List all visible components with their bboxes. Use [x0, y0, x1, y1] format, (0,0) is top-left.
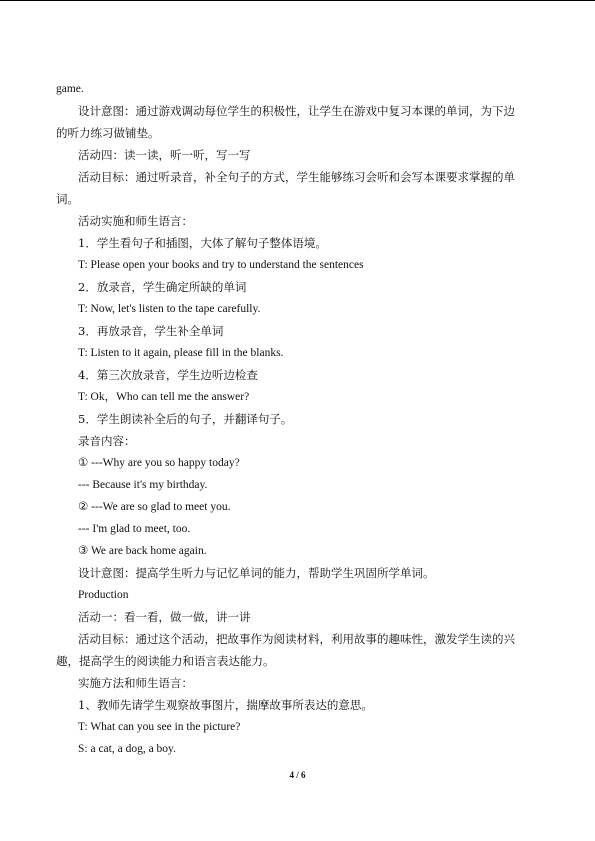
dialogue-line: --- I'm glad to meet, too. [78, 523, 191, 535]
section-heading: Production [78, 589, 129, 601]
list-item: 3．再放录音，学生补全单词 [78, 324, 224, 338]
text-line: 活动目标：通过听录音，补全句子的方式，学生能够练习会听和会写本课要求掌握的单 [78, 170, 515, 184]
text-line: 设计意图：提高学生听力与记忆单词的能力，帮助学生巩固所学单词。 [78, 566, 435, 580]
dialogue-line: ① ---Why are you so happy today? [78, 457, 240, 469]
list-item: 1．学生看句子和插图，大体了解句子整体语境。 [78, 236, 327, 250]
section-heading: 录音内容： [78, 434, 136, 448]
text-line: game. [56, 83, 84, 95]
list-item: 1、教师先请学生观察故事图片，揣摩故事所表达的意思。 [78, 698, 373, 712]
header-rule [0, 0, 595, 1]
page-number: 4 / 6 [289, 770, 306, 780]
list-item: 2．放录音，学生确定所缺的单词 [78, 280, 247, 294]
text-line: 词。 [56, 192, 79, 206]
list-item: 5．学生朗读补全后的句子，并翻译句子。 [78, 412, 293, 426]
section-heading: 活动一：看一看，做一做，讲一讲 [78, 610, 251, 624]
dialogue-line: S: a cat, a dog, a boy. [78, 743, 176, 755]
text-line: 设计意图：通过游戏调动每位学生的积极性，让学生在游戏中复习本课的单词，为下边 [78, 104, 515, 118]
text-line: 趣，提高学生的阅读能力和语言表达能力。 [56, 654, 275, 668]
dialogue-line: T: Now, let's listen to the tape carefully. [78, 303, 261, 315]
text-line: 的听力练习做铺垫。 [56, 126, 160, 140]
dialogue-line: ③ We are back home again. [78, 545, 207, 557]
section-heading: 实施方法和师生语言： [78, 676, 193, 690]
section-heading: 活动四：读一读，听一听，写一写 [78, 148, 251, 162]
section-heading: 活动实施和师生语言： [78, 214, 193, 228]
document-body [56, 78, 546, 760]
dialogue-line: ② ---We are so glad to meet you. [78, 501, 231, 513]
dialogue-line: T: Please open your books and try to understand the sentences [78, 259, 364, 271]
text-line: 活动目标：通过这个活动，把故事作为阅读材料，利用故事的趣味性，激发学生读的兴 [78, 632, 515, 646]
dialogue-line: T: Listen to it again, please fill in the blanks. [78, 347, 284, 359]
dialogue-line: T: Ok，Who can tell me the answer? [78, 391, 250, 403]
list-item: 4．第三次放录音，学生边听边检查 [78, 368, 258, 382]
dialogue-line: T: What can you see in the picture? [78, 721, 241, 733]
dialogue-line: --- Because it's my birthday. [78, 479, 208, 491]
